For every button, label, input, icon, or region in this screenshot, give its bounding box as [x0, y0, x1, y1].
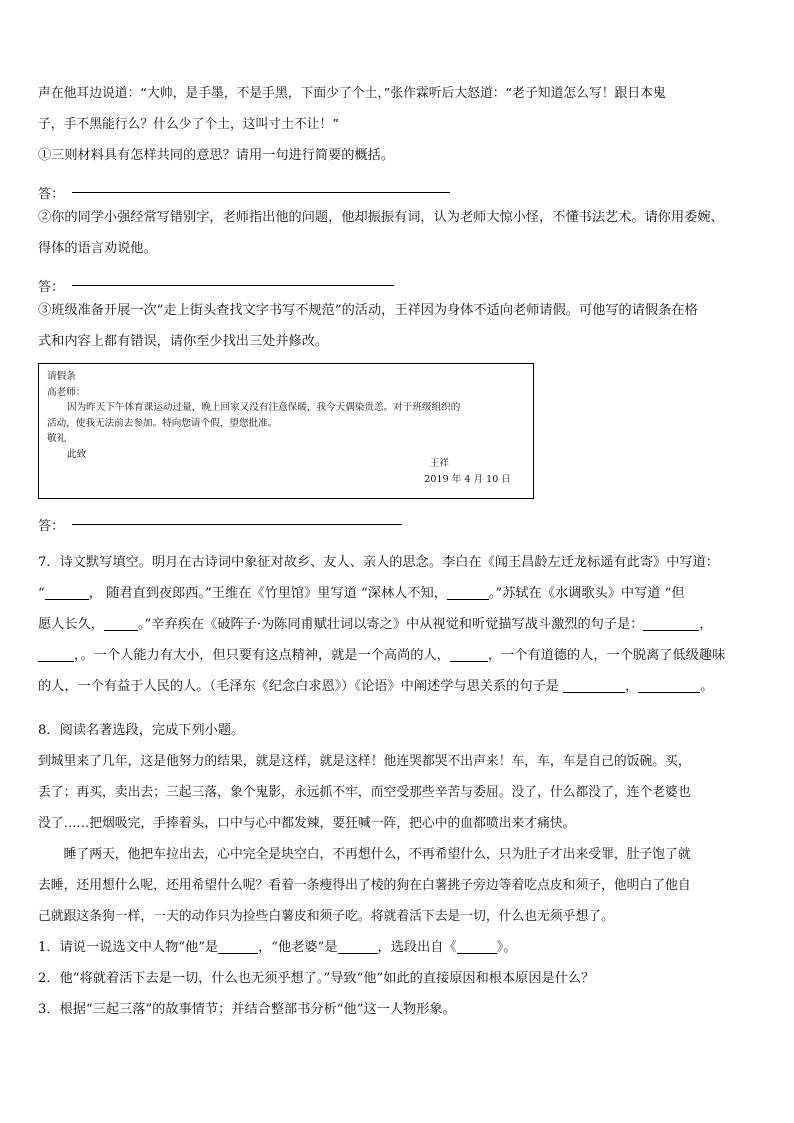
fill-blank[interactable] [638, 678, 700, 693]
fill-blank[interactable] [643, 616, 699, 631]
fill-blank[interactable] [218, 939, 258, 954]
question-7: ，。一个人能力有大小，但只要有这点精神，就是一个高尚的人， ，一个有道德的人，一个脱离了低级趣味 [38, 640, 758, 671]
answer-blank[interactable] [72, 192, 450, 193]
question-8-1: 1．请说一说选文中人物“他”是 ，“他老婆”是 ，选段出自《 》。 [38, 940, 517, 955]
question-7: 的人，一个有益于人民的人。（毛泽东《纪念白求恩》）《论语》中阐述学与思关系的句子是 ， 。 [38, 679, 714, 694]
passage-text: 声在他耳边说道：“大帅，是手墨，不是手黑，下面少了个土，”张作霖听后大怒道：“老子知道怎么写！跟日本鬼 [38, 86, 666, 101]
excerpt-text: 没了……把烟吸完，手捧着头，口中与心中都发辣，要狂喊一阵，把心中的血都喷出来才痛快。 [38, 816, 576, 831]
question-6-1: ①三则材料具有怎样共同的意思？请用一句进行简要的概括。 [38, 148, 395, 163]
answer-line[interactable] [38, 503, 758, 534]
note-body: 活动，使我无法前去参加。特向您请个假，望您批准。 [47, 417, 278, 429]
note-body: 因为昨天下午体育课运动过量，晚上回家又没有注意保暖，我今天偶染贵恙。对于班级组织的 [67, 402, 461, 413]
note-signature: 王祥 [429, 458, 449, 469]
question-7: “ ， 随君直到夜郎西。”王维在《竹里馆》里写道 “深林人不知， 。”苏轼在《水调歌头》中写道 “但 [38, 586, 685, 601]
excerpt-text: 睡了两天，他把车拉出去，心中完全是块空白，不再想什么，不再希望什么，只为肚子才出来受罪，肚子饱了就 [63, 847, 691, 862]
fill-blank[interactable] [38, 647, 74, 662]
question-6-2: ②你的同学小强经常写错别字，老师指出他的问题，他却振振有词，认为老师大惊小怪，不懂书法艺术。请你用委婉、 [38, 210, 724, 225]
note-title: 请假条 [47, 371, 76, 382]
question-8-heading: 8．阅读名著选段，完成下列小题。 [38, 723, 245, 738]
note-closing: 敬礼 [47, 433, 67, 444]
fill-blank[interactable] [338, 939, 378, 954]
answer-line[interactable] [38, 264, 758, 295]
question-6-3: 式和内容上都有错误，请你至少找出三处并修改。 [38, 334, 329, 349]
fill-blank[interactable] [450, 647, 488, 662]
answer-line[interactable] [38, 171, 758, 202]
note-date: 2019 年 4 月 10 日 [424, 474, 511, 485]
fill-blank[interactable] [45, 585, 89, 600]
excerpt-text: 到城里来了几年，这是他努力的结果，就是这样，就是这样！他连哭都哭不出声来！车，车，车是自己的饭碗。买， [38, 754, 691, 769]
question-7: 愿人长久， 。”辛弃疾在《破阵子·为陈同甫赋壮词以寄之》中从视觉和听觉描写战斗激烈的句子是： ， [38, 617, 713, 632]
question-6-2: 得体的语言劝说他。 [38, 241, 157, 256]
answer-blank[interactable] [72, 285, 394, 286]
note-greeting: 高老师： [47, 386, 86, 398]
question-7: 7．诗文默写填空。明月在古诗词中象征对故乡、友人、亲人的思念。李白在《闻王昌龄左迁龙标遥有此寄》中写道： [38, 555, 719, 570]
excerpt-text: 去睡，还用想什么呢，还用希望什么呢？看着一条瘦得出了棱的狗在白薯挑子旁边等着吃点皮和须子，他明白了他自 [38, 878, 691, 893]
answer-label: 答： [38, 280, 65, 295]
note-closing: 此致 [67, 448, 87, 460]
excerpt-text: 己就跟这条狗一样，一天的动作只为捡些白薯皮和须子吃。将就着活下去是一切，什么也无须乎想了。 [38, 909, 614, 924]
exam-page [38, 78, 758, 1025]
question-8-3: 3．根据“三起三落”的故事情节；并结合整部书分析“他”这一人物形象。 [38, 1002, 456, 1017]
answer-blank[interactable] [72, 524, 402, 525]
fill-blank[interactable] [457, 939, 497, 954]
fill-blank[interactable] [563, 678, 625, 693]
question-8-2: 2．他“将就着活下去是一切，什么也无须乎想了。”导致“他”如此的直接原因和根本原因是什么？ [38, 971, 595, 986]
excerpt-text: 丢了；再买，卖出去；三起三落，象个鬼影，永远抓不牢，而空受那些辛苦与委屈。没了，什么都没了，连个老婆也 [38, 785, 691, 800]
passage-text: 子，手不黑能行么？什么少了个土，这叫寸土不让！” [38, 117, 339, 132]
leave-note-box [38, 363, 534, 499]
fill-blank[interactable] [447, 585, 489, 600]
answer-label: 答： [38, 519, 65, 534]
answer-label: 答： [38, 187, 65, 202]
fill-blank[interactable] [104, 616, 138, 631]
question-6-3: ③班级准备开展一次“走上街头查找文字书写不规范”的活动，王祥因为身体不适向老师请假。可他写的请假条在格 [38, 303, 698, 318]
